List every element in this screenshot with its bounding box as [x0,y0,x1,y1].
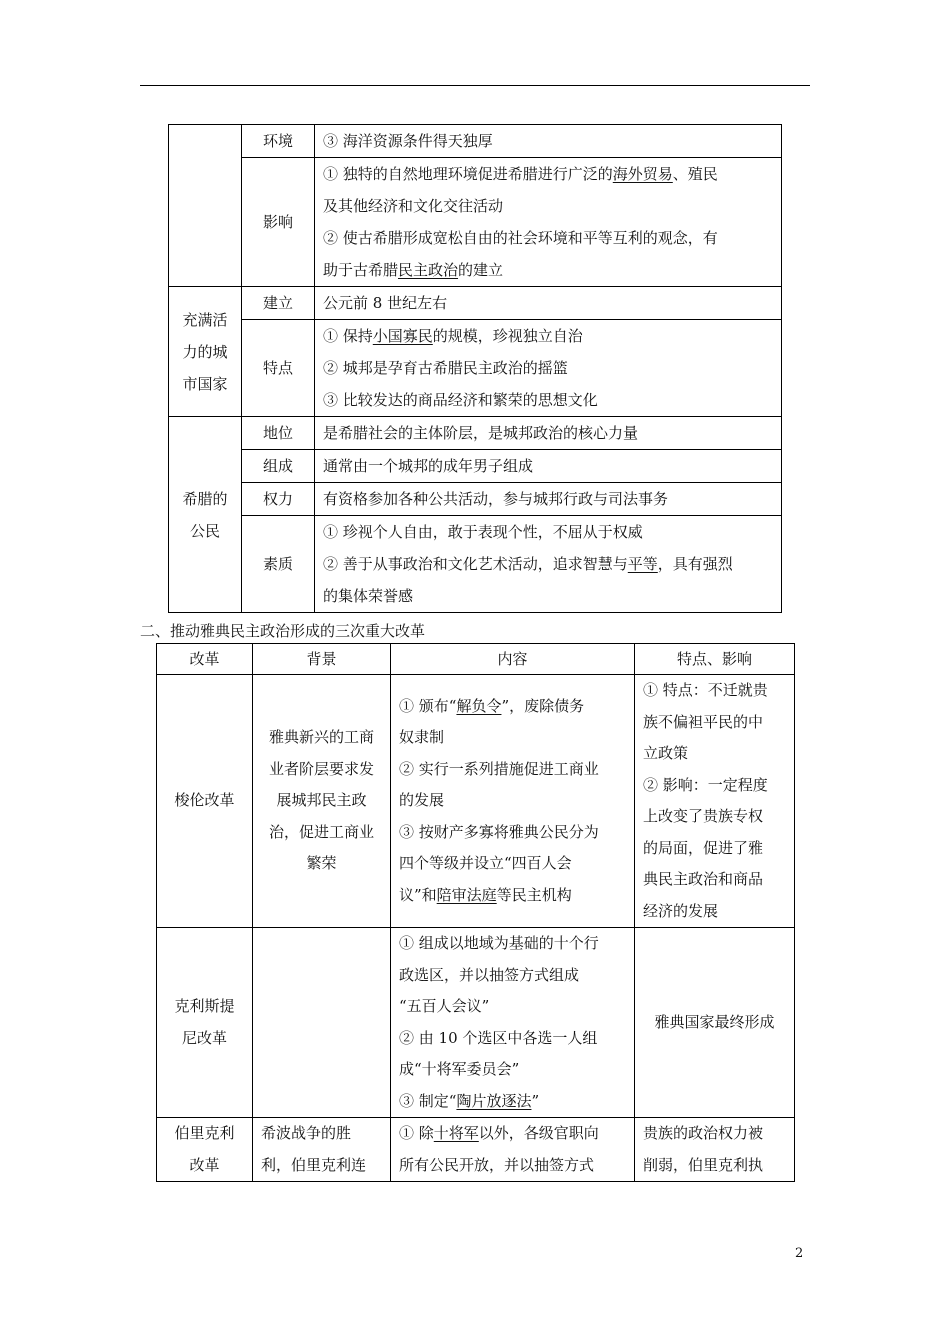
reform-content [391,928,635,1118]
header-rule [140,85,810,86]
cell-line: 希波战争的胜 [261,1124,352,1142]
row-label: 特点 [242,320,315,417]
cell-line: ① 独特的自然地理环境促进希腊进行广泛的海外贸易、殖民 [323,165,718,183]
page-number: 2 [795,1246,804,1261]
cell-line: 四个等级并设立“四百人会 [399,854,572,873]
cell-line: 议”和陪审法庭等民主机构 [399,885,572,904]
underlined-term: 陶片放逐法 [456,1091,532,1110]
table-row [169,417,782,450]
cell-line: 力的城 [182,342,228,361]
reform-impact [635,1118,795,1182]
row-label: 地位 [242,417,315,450]
table-row [169,320,782,417]
cell-line: 市国家 [182,374,228,393]
row-content [315,158,782,287]
athens-reforms-table [156,643,795,1182]
greece-environment-table [168,124,782,613]
cell-line: 公民 [189,521,220,540]
cell-line: 梭伦改革 [174,791,235,810]
cell-line: 业者阶层要求发 [268,759,374,778]
cell-line: ③ 按财产多寡将雅典公民分为 [399,822,599,841]
group-label-citizens [169,417,242,613]
row-content: 公元前 8 世纪左右 [315,287,782,320]
cell-line: 繁荣 [306,854,337,873]
row-content [315,516,782,613]
reform-name [157,675,253,928]
reform-impact [635,928,795,1118]
reform-content [391,675,635,928]
cell-line: 雅典国家最终形成 [654,1012,775,1031]
row-label: 组成 [242,450,315,483]
cell-line: 的局面，促进了雅 [643,838,764,857]
cell-line: 上改变了贵族专权 [643,807,764,825]
row-label: 素质 [242,516,315,613]
reform-background [253,928,391,1118]
cell-line: 贵族的政治权力被 [643,1124,764,1142]
cell-line: ① 除十将军以外，各级官职向 [399,1124,599,1142]
cell-line: ② 城邦是孕育古希腊民主政治的摇篮 [323,359,568,377]
column-header: 背景 [253,644,391,675]
cell-line: 展城邦民主政 [276,791,367,810]
cell-line: ③ 比较发达的商品经济和繁荣的思想文化 [323,391,598,409]
cell-line: 的集体荣誉感 [323,587,414,605]
cell-line: 经济的发展 [643,901,719,920]
row-label: 建立 [242,287,315,320]
table-row [169,516,782,613]
column-header: 改革 [157,644,253,675]
cell-line: 尼改革 [181,1028,227,1047]
table-row [169,450,782,483]
cell-line: 的发展 [399,791,445,810]
cell-line: ② 善于从事政治和文化艺术活动，追求智慧与平等，具有强烈 [323,555,733,573]
reform-background [253,1118,391,1182]
cell-line: 克利斯提 [174,997,235,1015]
reform-content [391,1118,635,1182]
cell-line: 希腊的 [182,489,228,508]
underlined-term: 解负令 [456,696,502,715]
cell-line: “五百人会议” [399,997,490,1015]
cell-line: 成“十将军委员会” [399,1060,520,1078]
row-label: 环境 [242,125,315,158]
cell-line: 立政策 [643,744,689,762]
table-row-solon [157,675,795,928]
group-cell-empty [169,125,242,287]
underlined-term: 十将军 [433,1124,479,1142]
reform-name [157,1118,253,1182]
column-header: 内容 [391,644,635,675]
cell-line: 典民主政治和商品 [643,870,764,888]
cell-line: 削弱，伯里克利执 [643,1155,764,1174]
underlined-term: 陪审法庭 [436,885,497,904]
cell-line: 雅典新兴的工商 [268,728,374,747]
reform-impact [635,675,795,928]
column-header: 特点、影响 [635,644,795,675]
cell-line: ① 保持小国寡民的规模，珍视独立自治 [323,327,583,345]
underlined-term: 海外贸易 [612,165,673,183]
row-content: 通常由一个城邦的成年男子组成 [315,450,782,483]
cell-line: ② 影响：一定程度 [643,775,768,794]
cell-line: ③ 制定“陶片放逐法” [399,1091,540,1110]
row-content [315,320,782,417]
cell-line: 改革 [189,1155,220,1174]
cell-line: 伯里克利 [174,1124,235,1142]
row-content: ③ 海洋资源条件得天独厚 [315,125,782,158]
cell-line: ① 组成以地域为基础的十个行 [399,934,599,952]
table-row [169,287,782,320]
cell-line: ② 由 10 个选区中各选一人组 [399,1028,598,1047]
row-content: 是希腊社会的主体阶层，是城邦政治的核心力量 [315,417,782,450]
row-label: 影响 [242,158,315,287]
row-label: 权力 [242,483,315,516]
cell-line: 所有公民开放，并以抽签方式 [399,1155,595,1174]
cell-line: 助于古希腊民主政治的建立 [323,261,504,279]
table-row-pericles [157,1118,795,1182]
row-content: 有资格参加各种公共活动，参与城邦行政与司法事务 [315,483,782,516]
cell-line: 奴隶制 [399,728,445,747]
cell-line: 政选区，并以抽签方式组成 [399,965,580,984]
cell-line: ① 颁布“解负令”，废除债务 [399,696,585,715]
cell-line: ① 珍视个人自由，敢于表现个性，不屈从于权威 [323,523,643,541]
cell-line: 治，促进工商业 [268,822,374,841]
group-label-city-state [169,287,242,417]
cell-line: 族不偏袒平民的中 [643,712,764,731]
table-row-cleisthenes [157,928,795,1118]
table-row [169,125,782,158]
cell-line: ② 使古希腊形成宽松自由的社会环境和平等互利的观念，有 [323,229,718,247]
cell-line: 及其他经济和文化交往活动 [323,197,504,215]
section-title: 二、推动雅典民主政治形成的三次重大改革 [140,622,426,640]
underlined-term: 平等 [627,555,658,573]
table-row [169,158,782,287]
table-header-row [157,644,795,675]
reform-name [157,928,253,1118]
underlined-term: 民主政治 [398,261,459,279]
cell-line: ① 特点：不迁就贵 [643,681,768,699]
reform-background [253,675,391,928]
table-row [169,483,782,516]
cell-line: 利，伯里克利连 [261,1155,367,1174]
cell-line: ② 实行一系列措施促进工商业 [399,759,599,778]
underlined-term: 小国寡民 [372,327,433,345]
cell-line: 充满活 [182,310,228,329]
